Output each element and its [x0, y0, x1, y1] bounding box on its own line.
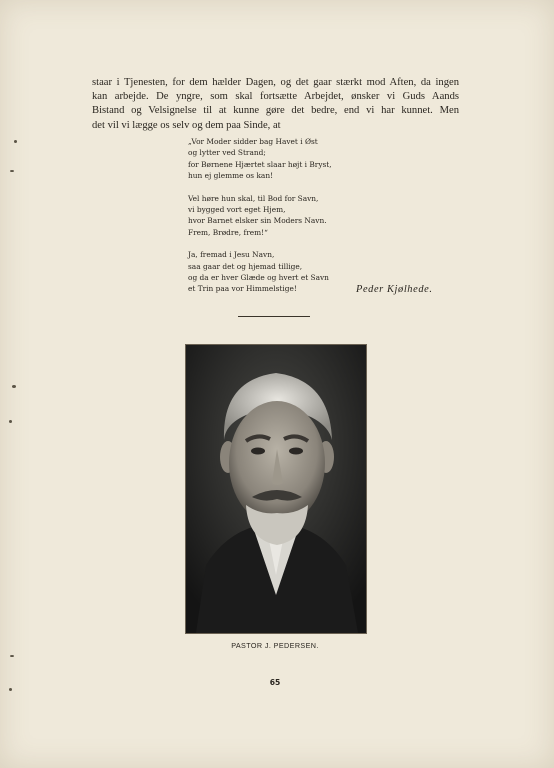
page-number: 65	[269, 678, 281, 687]
prose-line: staar i Tjenesten, for dem hælder Dagen, og det gaar stærkt mod Aften, da ingen	[92, 77, 459, 88]
paper-speck	[10, 655, 14, 657]
poem-line: saa gaar det og hjemad tillige,	[188, 261, 303, 271]
poem-stanza	[188, 136, 388, 182]
section-divider	[238, 316, 310, 317]
prose-line: kan arbejde. De yngre, som skal fortsætte Arbejdet, ønsker vi Guds Aands	[92, 91, 459, 103]
paper-speck	[12, 385, 16, 388]
poem-line: hvor Barnet elsker sin Moders Navn.	[188, 216, 327, 226]
poem	[188, 136, 388, 306]
poem-line: vi bygged vort eget Hjem,	[188, 205, 286, 215]
poem-line: Vel høre hun skal, til Bod for Savn,	[188, 193, 319, 203]
poem-line: for Børnene Hjærtet slaar højt i Bryst,	[188, 159, 332, 169]
poem-stanza	[188, 193, 388, 239]
poem-line: og lytter ved Strand;	[188, 148, 266, 158]
paper-speck	[9, 420, 12, 423]
poem-signature: Peder Kjølhede.	[356, 284, 433, 295]
paper-speck	[10, 170, 14, 172]
prose-paragraph	[92, 76, 459, 133]
poem-line: „Vor Moder sidder bag Havet i Øst	[188, 137, 318, 146]
poem-line: Ja, fremad i Jesu Navn,	[188, 250, 275, 260]
portrait-photo	[185, 344, 367, 634]
poem-line: hun ej glemme os kan!	[188, 171, 274, 181]
portrait-image	[186, 345, 366, 633]
prose-line: det vil vi lægge os selv og dem paa Sinde, at	[92, 119, 281, 131]
poem-line: et Trin paa vor Himmelstige!	[188, 284, 297, 294]
prose-line: Bistand og Velsignelse til at kunne gøre det bedre, end vi har kunnet. Men	[92, 105, 459, 117]
poem-line: Frem, Brødre, frem!“	[188, 227, 268, 237]
paper-speck	[9, 688, 12, 691]
paper-speck	[14, 140, 17, 143]
poem-line: og da er hver Glæde og hvert et Savn	[188, 273, 329, 283]
photo-caption: PASTOR J. PEDERSEN.	[231, 641, 319, 650]
